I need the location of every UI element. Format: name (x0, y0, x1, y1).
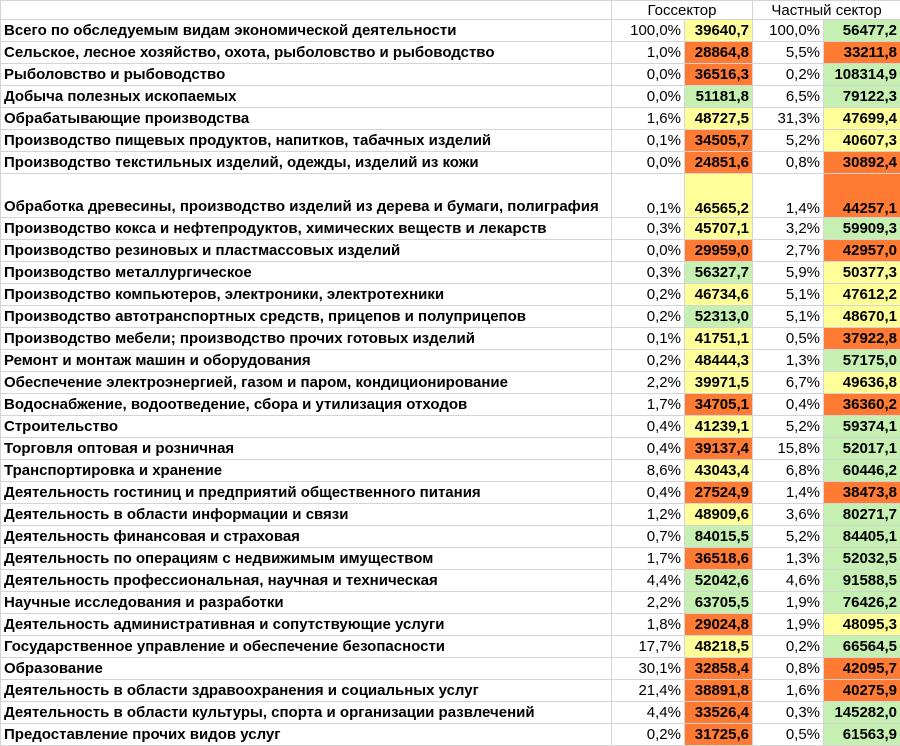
activity-name-cell: Добыча полезных ископаемых (1, 86, 612, 108)
private-share-cell: 1,9% (753, 614, 824, 636)
activity-name-cell: Сельское, лесное хозяйство, охота, рыболовство и рыбоводство (1, 42, 612, 64)
gov-salary-cell: 56327,7 (685, 262, 753, 284)
gov-salary-cell: 84015,5 (685, 526, 753, 548)
private-share-cell: 15,8% (753, 438, 824, 460)
private-salary-cell: 79122,3 (824, 86, 900, 108)
private-share-cell: 2,7% (753, 240, 824, 262)
table-body (1, 20, 900, 746)
table-row (1, 42, 900, 64)
private-share-cell: 5,5% (753, 42, 824, 64)
private-share-cell: 3,2% (753, 218, 824, 240)
private-salary-cell: 145282,0 (824, 702, 900, 724)
table-row (1, 460, 900, 482)
table-row (1, 108, 900, 130)
gov-salary-cell: 27524,9 (685, 482, 753, 504)
private-share-cell: 1,6% (753, 680, 824, 702)
table-row (1, 20, 900, 42)
gov-salary-cell: 63705,5 (685, 592, 753, 614)
private-salary-cell: 56477,2 (824, 20, 900, 42)
private-share-cell: 3,6% (753, 504, 824, 526)
table-row (1, 350, 900, 372)
table-row (1, 64, 900, 86)
table-row (1, 504, 900, 526)
gov-share-cell: 2,2% (612, 372, 685, 394)
gov-salary-cell: 48444,3 (685, 350, 753, 372)
header-private-sector: Частный сектор (753, 1, 900, 20)
table-row (1, 130, 900, 152)
activity-name-cell: Торговля оптовая и розничная (1, 438, 612, 460)
header-gov-sector: Госсектор (612, 1, 753, 20)
table-row (1, 570, 900, 592)
gov-salary-cell: 48909,6 (685, 504, 753, 526)
activity-name-cell: Производство металлургическое (1, 262, 612, 284)
activity-name-cell: Всего по обследуемым видам экономической деятельности (1, 20, 612, 42)
private-salary-cell: 47612,2 (824, 284, 900, 306)
gov-salary-cell: 31725,6 (685, 724, 753, 746)
private-salary-cell: 108314,9 (824, 64, 900, 86)
gov-salary-cell: 36516,3 (685, 64, 753, 86)
gov-share-cell: 0,0% (612, 152, 685, 174)
table-row (1, 438, 900, 460)
table-row (1, 592, 900, 614)
gov-share-cell: 0,4% (612, 438, 685, 460)
gov-salary-cell: 24851,6 (685, 152, 753, 174)
activity-name-cell: Производство пищевых продуктов, напитков, табачных изделий (1, 130, 612, 152)
gov-salary-cell: 39640,7 (685, 20, 753, 42)
gov-salary-cell: 29024,8 (685, 614, 753, 636)
activity-name-cell: Деятельность в области культуры, спорта и организации развлечений (1, 702, 612, 724)
private-share-cell: 0,4% (753, 394, 824, 416)
activity-name-cell: Рыболовство и рыбоводство (1, 64, 612, 86)
gov-salary-cell: 46734,6 (685, 284, 753, 306)
gov-share-cell: 0,7% (612, 526, 685, 548)
private-share-cell: 0,8% (753, 152, 824, 174)
gov-salary-cell: 46565,2 (685, 174, 753, 218)
private-share-cell: 0,2% (753, 64, 824, 86)
gov-share-cell: 0,1% (612, 174, 685, 218)
gov-salary-cell: 39971,5 (685, 372, 753, 394)
private-salary-cell: 42957,0 (824, 240, 900, 262)
private-salary-cell: 36360,2 (824, 394, 900, 416)
activity-name-cell: Деятельность гостиниц и предприятий общественного питания (1, 482, 612, 504)
activity-name-cell: Обрабатывающие производства (1, 108, 612, 130)
gov-share-cell: 0,2% (612, 350, 685, 372)
activity-name-cell: Производство текстильных изделий, одежды, изделий из кожи (1, 152, 612, 174)
private-salary-cell: 37922,8 (824, 328, 900, 350)
private-salary-cell: 48670,1 (824, 306, 900, 328)
private-share-cell: 0,3% (753, 702, 824, 724)
private-share-cell: 100,0% (753, 20, 824, 42)
table-row (1, 416, 900, 438)
gov-share-cell: 0,2% (612, 306, 685, 328)
table-row (1, 372, 900, 394)
gov-salary-cell: 39137,4 (685, 438, 753, 460)
header-empty-cell (1, 1, 612, 20)
activity-name-cell: Государственное управление и обеспечение безопасности (1, 636, 612, 658)
gov-salary-cell: 43043,4 (685, 460, 753, 482)
gov-salary-cell: 29959,0 (685, 240, 753, 262)
table-row (1, 152, 900, 174)
gov-share-cell: 0,0% (612, 240, 685, 262)
private-salary-cell: 52017,1 (824, 438, 900, 460)
table-row (1, 636, 900, 658)
private-share-cell: 5,1% (753, 306, 824, 328)
gov-share-cell: 1,0% (612, 42, 685, 64)
private-share-cell: 1,3% (753, 548, 824, 570)
activity-name-cell: Деятельность административная и сопутствующие услуги (1, 614, 612, 636)
gov-salary-cell: 52042,6 (685, 570, 753, 592)
gov-share-cell: 0,1% (612, 328, 685, 350)
private-share-cell: 5,2% (753, 130, 824, 152)
activity-name-cell: Научные исследования и разработки (1, 592, 612, 614)
table-row (1, 306, 900, 328)
gov-share-cell: 21,4% (612, 680, 685, 702)
table-row (1, 702, 900, 724)
table-row (1, 658, 900, 680)
gov-salary-cell: 41239,1 (685, 416, 753, 438)
private-share-cell: 0,5% (753, 328, 824, 350)
gov-salary-cell: 32858,4 (685, 658, 753, 680)
activity-name-cell: Производство резиновых и пластмассовых изделий (1, 240, 612, 262)
private-share-cell: 1,9% (753, 592, 824, 614)
gov-salary-cell: 36518,6 (685, 548, 753, 570)
table-row (1, 240, 900, 262)
header-row (1, 1, 900, 20)
table-row (1, 482, 900, 504)
gov-share-cell: 30,1% (612, 658, 685, 680)
private-share-cell: 0,5% (753, 724, 824, 746)
table-row (1, 548, 900, 570)
private-share-cell: 1,4% (753, 174, 824, 218)
private-salary-cell: 76426,2 (824, 592, 900, 614)
gov-salary-cell: 34505,7 (685, 130, 753, 152)
gov-share-cell: 2,2% (612, 592, 685, 614)
private-salary-cell: 40275,9 (824, 680, 900, 702)
private-salary-cell: 59909,3 (824, 218, 900, 240)
gov-salary-cell: 38891,8 (685, 680, 753, 702)
private-share-cell: 0,2% (753, 636, 824, 658)
gov-share-cell: 0,0% (612, 64, 685, 86)
table-row (1, 328, 900, 350)
activity-name-cell: Деятельность финансовая и страховая (1, 526, 612, 548)
activity-name-cell: Деятельность по операциям с недвижимым имуществом (1, 548, 612, 570)
gov-salary-cell: 52313,0 (685, 306, 753, 328)
gov-share-cell: 0,1% (612, 130, 685, 152)
private-share-cell: 6,8% (753, 460, 824, 482)
activity-name-cell: Обеспечение электроэнергией, газом и паром, кондиционирование (1, 372, 612, 394)
private-share-cell: 1,3% (753, 350, 824, 372)
private-share-cell: 5,2% (753, 416, 824, 438)
gov-share-cell: 0,0% (612, 86, 685, 108)
private-share-cell: 5,9% (753, 262, 824, 284)
private-salary-cell: 52032,5 (824, 548, 900, 570)
private-salary-cell: 57175,0 (824, 350, 900, 372)
activity-name-cell: Предоставление прочих видов услуг (1, 724, 612, 746)
gov-share-cell: 0,2% (612, 724, 685, 746)
table-row (1, 680, 900, 702)
gov-share-cell: 1,6% (612, 108, 685, 130)
gov-share-cell: 17,7% (612, 636, 685, 658)
private-salary-cell: 48095,3 (824, 614, 900, 636)
private-salary-cell: 44257,1 (824, 174, 900, 218)
table-row (1, 724, 900, 746)
gov-salary-cell: 48218,5 (685, 636, 753, 658)
table-row (1, 394, 900, 416)
activity-name-cell: Производство автотранспортных средств, прицепов и полуприцепов (1, 306, 612, 328)
gov-share-cell: 1,7% (612, 394, 685, 416)
private-salary-cell: 40607,3 (824, 130, 900, 152)
activity-name-cell: Образование (1, 658, 612, 680)
table-row (1, 526, 900, 548)
table-row (1, 86, 900, 108)
table-row (1, 614, 900, 636)
gov-share-cell: 0,4% (612, 416, 685, 438)
activity-name-cell: Производство мебели; производство прочих готовых изделий (1, 328, 612, 350)
table-row (1, 284, 900, 306)
private-salary-cell: 42095,7 (824, 658, 900, 680)
gov-share-cell: 1,8% (612, 614, 685, 636)
private-salary-cell: 80271,7 (824, 504, 900, 526)
activity-name-cell: Деятельность в области информации и связи (1, 504, 612, 526)
private-salary-cell: 66564,5 (824, 636, 900, 658)
gov-salary-cell: 51181,8 (685, 86, 753, 108)
private-salary-cell: 49636,8 (824, 372, 900, 394)
private-share-cell: 31,3% (753, 108, 824, 130)
gov-share-cell: 1,2% (612, 504, 685, 526)
activity-name-cell: Деятельность профессиональная, научная и техническая (1, 570, 612, 592)
activity-name-cell: Обработка древесины, производство изделий из дерева и бумаги, полиграфия (1, 174, 612, 218)
activity-name-cell: Деятельность в области здравоохранения и социальных услуг (1, 680, 612, 702)
private-share-cell: 6,5% (753, 86, 824, 108)
gov-share-cell: 8,6% (612, 460, 685, 482)
private-share-cell: 4,6% (753, 570, 824, 592)
private-salary-cell: 38473,8 (824, 482, 900, 504)
gov-share-cell: 4,4% (612, 570, 685, 592)
gov-share-cell: 0,3% (612, 262, 685, 284)
gov-salary-cell: 34705,1 (685, 394, 753, 416)
private-salary-cell: 47699,4 (824, 108, 900, 130)
private-salary-cell: 30892,4 (824, 152, 900, 174)
private-share-cell: 1,4% (753, 482, 824, 504)
gov-share-cell: 0,2% (612, 284, 685, 306)
gov-share-cell: 4,4% (612, 702, 685, 724)
gov-salary-cell: 28864,8 (685, 42, 753, 64)
private-salary-cell: 84405,1 (824, 526, 900, 548)
private-salary-cell: 33211,8 (824, 42, 900, 64)
private-salary-cell: 91588,5 (824, 570, 900, 592)
gov-salary-cell: 48727,5 (685, 108, 753, 130)
activity-name-cell: Строительство (1, 416, 612, 438)
activity-name-cell: Производство компьютеров, электроники, электротехники (1, 284, 612, 306)
gov-share-cell: 1,7% (612, 548, 685, 570)
activity-name-cell: Производство кокса и нефтепродуктов, химических веществ и лекарств (1, 218, 612, 240)
table-row (1, 218, 900, 240)
gov-share-cell: 0,4% (612, 482, 685, 504)
gov-salary-cell: 45707,1 (685, 218, 753, 240)
activity-name-cell: Водоснабжение, водоотведение, сбора и утилизация отходов (1, 394, 612, 416)
private-share-cell: 0,8% (753, 658, 824, 680)
private-salary-cell: 60446,2 (824, 460, 900, 482)
gov-salary-cell: 33526,4 (685, 702, 753, 724)
private-share-cell: 6,7% (753, 372, 824, 394)
private-share-cell: 5,2% (753, 526, 824, 548)
activity-name-cell: Транспортировка и хранение (1, 460, 612, 482)
table-row (1, 174, 900, 218)
private-salary-cell: 61563,9 (824, 724, 900, 746)
table-row (1, 262, 900, 284)
activity-name-cell: Ремонт и монтаж машин и оборудования (1, 350, 612, 372)
gov-share-cell: 0,3% (612, 218, 685, 240)
private-share-cell: 5,1% (753, 284, 824, 306)
gov-share-cell: 100,0% (612, 20, 685, 42)
gov-salary-cell: 41751,1 (685, 328, 753, 350)
private-salary-cell: 59374,1 (824, 416, 900, 438)
private-salary-cell: 50377,3 (824, 262, 900, 284)
